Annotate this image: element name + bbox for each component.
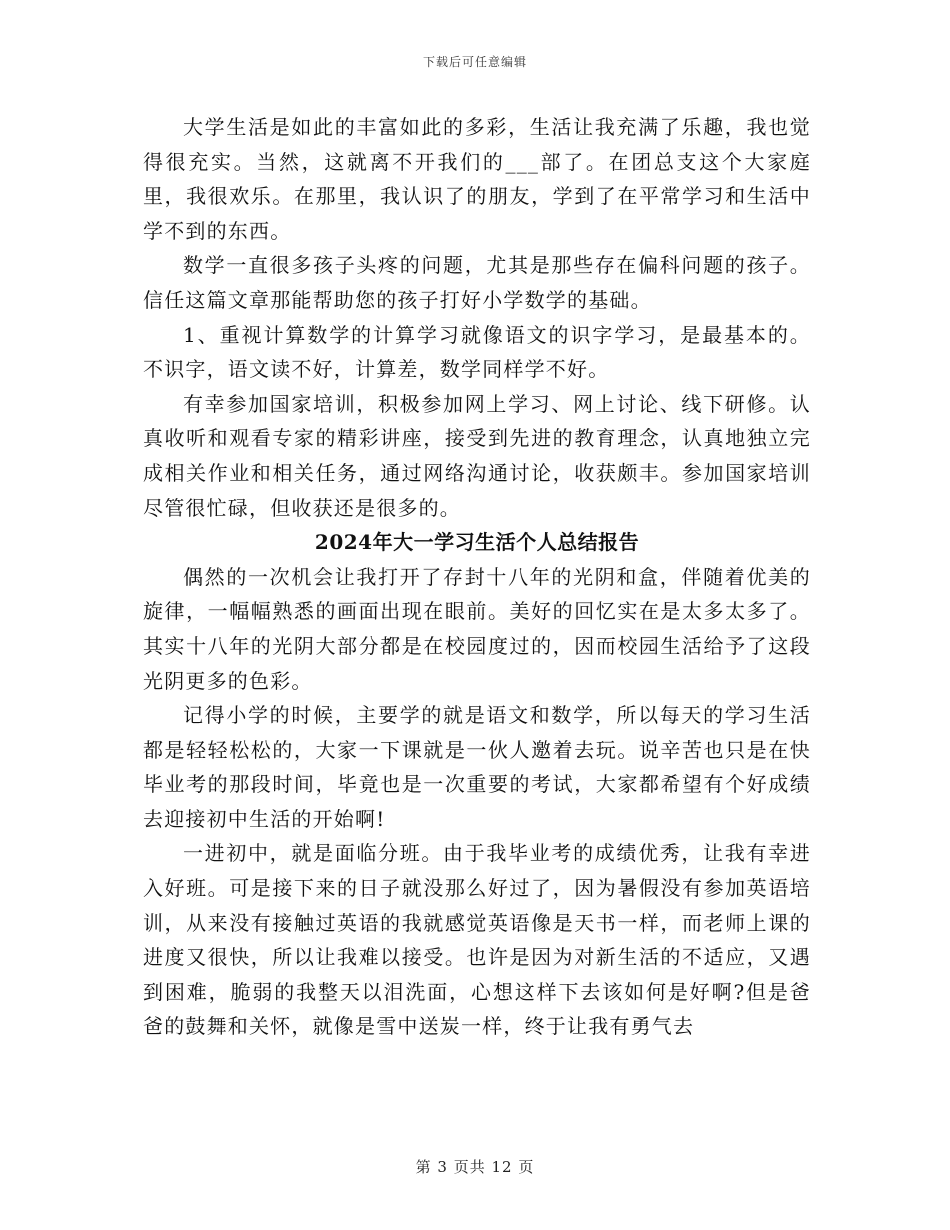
- page-header: 下载后可任意编辑: [422, 55, 527, 69]
- paragraph-1: 大学生活是如此的丰富如此的多彩，生活让我充满了乐趣，我也觉得很充实。当然，这就离不开我们的___部了。在团总支这个大家庭里，我很欢乐。在那里，我认识了的朋友，学到了在平常学习和生活中学不到的东西。: [143, 115, 811, 243]
- page-footer: 第 3 页共 12 页: [415, 1158, 535, 1176]
- document-body: [143, 110, 811, 1044]
- paragraph-6: 记得小学的时候，主要学的就是语文和数学，所以每天的学习生活都是轻轻松松的，大家一下课就是一伙人邀着去玩。说辛苦也只是在快毕业考的那段时间，毕竟也是一次重要的考试，大家都希望有个好成绩去迎接初中生活的开始啊!: [143, 703, 811, 831]
- paragraph-7: 一进初中，就是面临分班。由于我毕业考的成绩优秀，让我有幸进入好班。可是接下来的日子就没那么好过了，因为暑假没有参加英语培训，从来没有接触过英语的我就感觉英语像是天书一样，而老师上课的进度又很快，所以让我难以接受。也许是因为对新生活的不适应，又遇到困难，脆弱的我整天以泪洗面，心想这样下去该如何是好啊?但是爸爸的鼓舞和关怀，就像是雪中送炭一样，终于让我有勇气去: [143, 841, 811, 1039]
- paragraph-5: 偶然的一次机会让我打开了存封十八年的光阴和盒，伴随着优美的旋律，一幅幅熟悉的画面出现在眼前。美好的回忆实在是太多太多了。其实十八年的光阴大部分都是在校园度过的，因而校园生活给予了这段光阴更多的色彩。: [143, 564, 811, 693]
- section-title: 2024年大一学习生活个人总结报告: [314, 530, 640, 555]
- paragraph-4: 有幸参加国家培训，积极参加网上学习、网上讨论、线下研修。认真收听和观看专家的精彩讲座，接受到先进的教育理念，认真地独立完成相关作业和相关任务，通过网络沟通讨论，收获颇丰。参加国家培训尽管很忙碌，但收获还是很多的。: [143, 391, 811, 520]
- paragraph-3: 1、重视计算数学的计算学习就像语文的识字学习，是最基本的。不识字，语文读不好，计算差，数学同样学不好。: [143, 322, 811, 382]
- paragraph-2: 数学一直很多孩子头疼的问题，尤其是那些存在偏科问题的孩子。信任这篇文章那能帮助您的孩子打好小学数学的基础。: [143, 253, 811, 312]
